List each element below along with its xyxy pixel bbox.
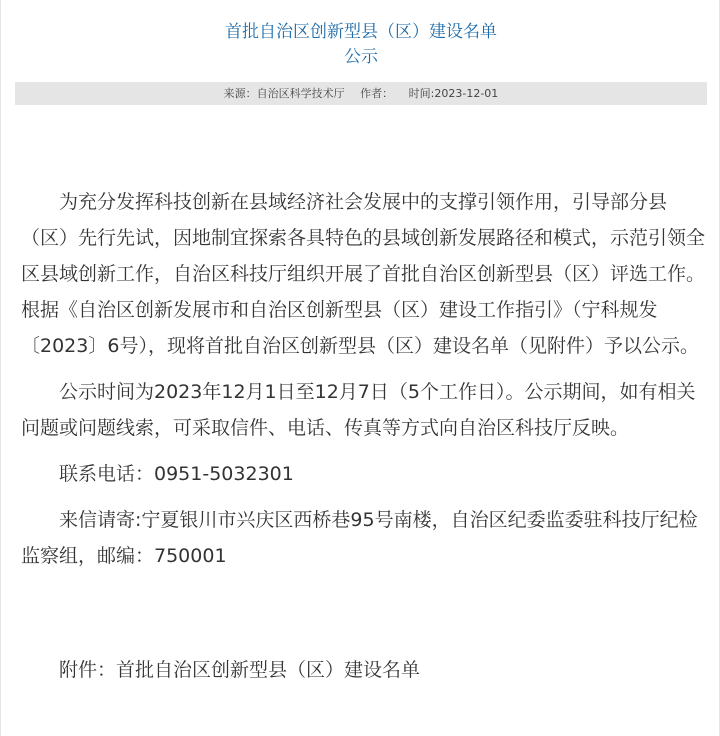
body-paragraph-phone: 联系电话：0951-5032301 [59, 463, 294, 485]
article-title-line2: 公示 [344, 47, 378, 67]
article-title [1, 20, 720, 70]
body-paragraph-address: 来信请寄:宁夏银川市兴庆区西桥巷95号南楼，自治区纪委监委驻科技厅纪检监察组，邮编：750001 [21, 509, 698, 567]
article-time: 时间:2023-12-01 [408, 87, 499, 100]
body-paragraph-period: 公示时间为2023年12月1日至12月7日（5个工作日）。公示期间，如有相关问题或问题线索，可采取信件、电话、传真等方式向自治区科技厅反映。 [21, 381, 696, 439]
body-paragraph-intro: 为充分发挥科技创新在县域经济社会发展中的支撑引领作用，引导部分县（区）先行先试，因地制宜探索各具特色的县域创新发展路径和模式，示范引领全区县域创新工作，自治区科技厅组织开展了首批自治区创新型县（区）评选工作。根据《自治区创新发展市和自治区创新型县（区）建设工作指引》（宁科规发〔2023〕6号），现将首批自治区创新型县（区）建设名单（见附件）予以公示。 [21, 191, 706, 357]
article-title-line1: 首批自治区创新型县（区）建设名单 [225, 22, 497, 42]
attachment-link[interactable]: 附件：首批自治区创新型县（区）建设名单 [59, 659, 421, 681]
article-body [21, 184, 711, 574]
article-author: 作者： [360, 87, 394, 100]
article-source: 来源：自治区科学技术厅 [223, 87, 345, 100]
article-meta-bar [15, 82, 707, 105]
